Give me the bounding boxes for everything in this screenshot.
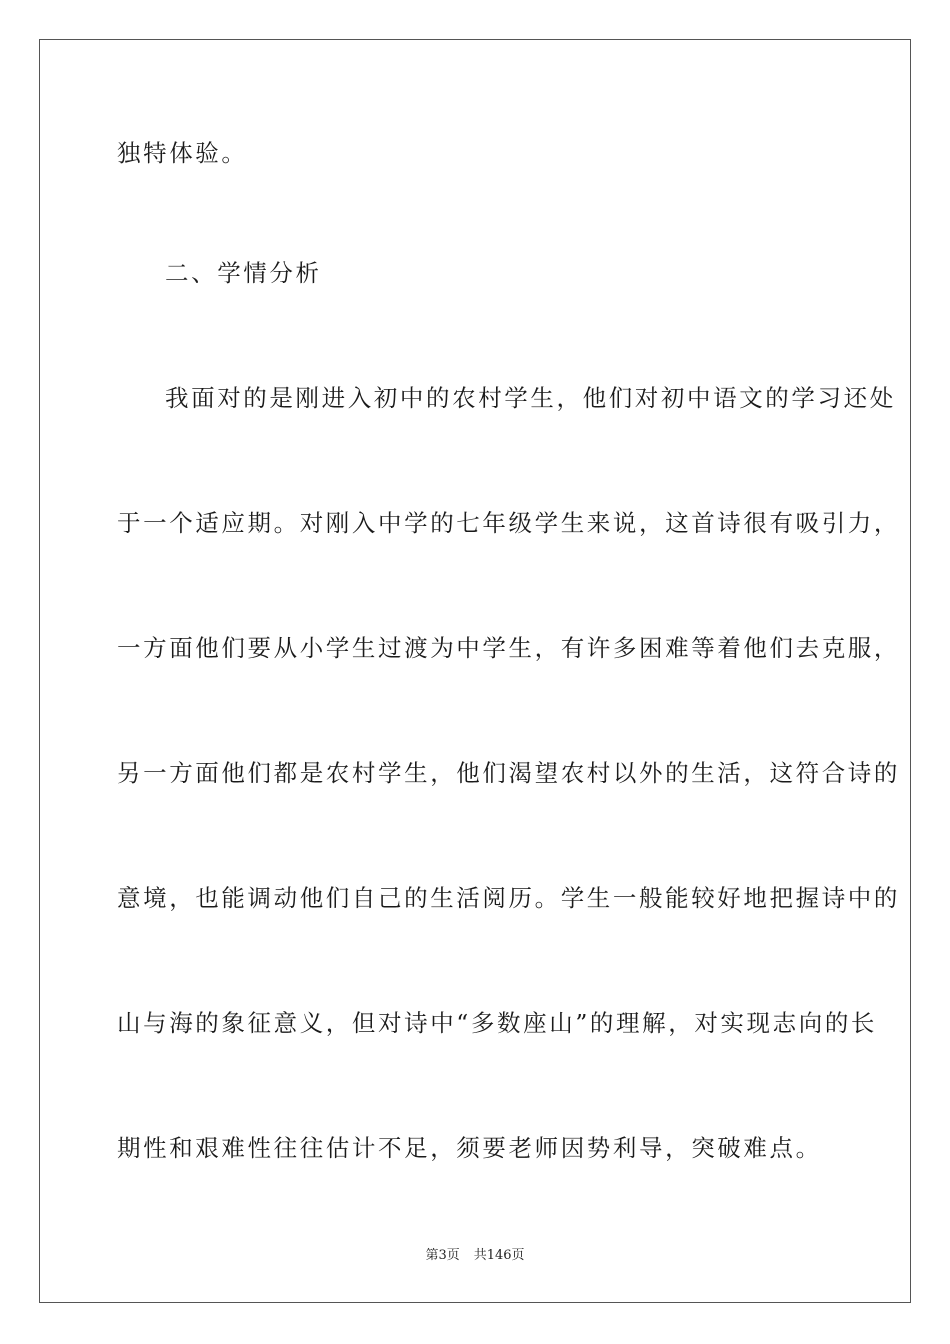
- page-border: [39, 39, 911, 1303]
- paragraph-line: 独特体验。: [117, 139, 248, 167]
- paragraph-line: 一方面他们要从小学生过渡为中学生，有许多困难等着他们去克服，: [117, 634, 900, 662]
- paragraph-line: 我面对的是刚进入初中的农村学生，他们对初中语文的学习还处: [165, 384, 896, 412]
- section-heading: 二、学情分析: [165, 259, 322, 287]
- total-pages: 共146页: [473, 1248, 525, 1263]
- paragraph-line: 意境，也能调动他们自己的生活阅历。学生一般能较好地把握诗中的: [117, 884, 900, 912]
- paragraph-line: 于一个适应期。对刚入中学的七年级学生来说，这首诗很有吸引力，: [117, 509, 900, 537]
- page-number: 第3页: [425, 1248, 460, 1263]
- page-footer: [0, 1249, 950, 1262]
- paragraph-line: 山与海的象征意义，但对诗中“多数座山”的理解，对实现志向的长: [117, 1009, 878, 1037]
- paragraph-line: 期性和艰难性往往估计不足，须要老师因势利导，突破难点。: [117, 1134, 822, 1162]
- paragraph-line: 另一方面他们都是农村学生，他们渴望农村以外的生活，这符合诗的: [117, 759, 900, 787]
